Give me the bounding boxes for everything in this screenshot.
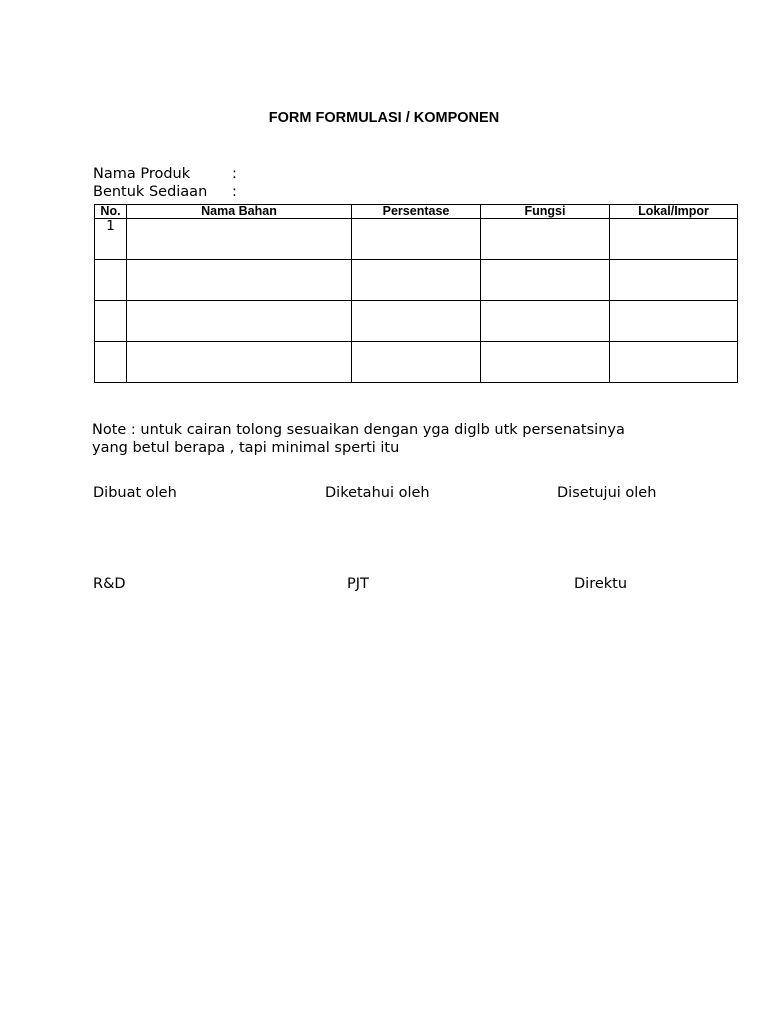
- field-label: Nama Produk: [93, 166, 191, 182]
- table-cell-lokal-impor[interactable]: [610, 342, 738, 383]
- signature-header-diketahui: Diketahui oleh: [325, 485, 430, 501]
- field-colon: :: [232, 184, 237, 200]
- column-header-nama-bahan: Nama Bahan: [127, 205, 352, 219]
- table-cell-persentase[interactable]: [352, 219, 481, 260]
- signature-name-pjt: PJT: [347, 576, 369, 592]
- table-cell-fungsi[interactable]: [481, 342, 610, 383]
- table-row: [95, 301, 738, 342]
- column-header-fungsi: Fungsi: [481, 205, 610, 219]
- table-header-row: [95, 205, 738, 219]
- table-cell-fungsi[interactable]: [481, 260, 610, 301]
- note-text: [92, 422, 625, 457]
- signature-name-rnd: R&D: [93, 576, 126, 592]
- signature-header-dibuat: Dibuat oleh: [93, 485, 177, 501]
- table-cell-nama-bahan[interactable]: [127, 342, 352, 383]
- table-cell-persentase[interactable]: [352, 260, 481, 301]
- formulation-table: [94, 204, 738, 383]
- table-cell-fungsi[interactable]: [481, 301, 610, 342]
- signature-name-direktu: Direktu: [574, 576, 628, 592]
- table-cell-persentase[interactable]: [352, 342, 481, 383]
- column-header-lokal-impor: Lokal/Impor: [610, 205, 738, 219]
- field-label: Bentuk Sediaan: [93, 184, 208, 200]
- form-title: FORM FORMULASI / KOMPONEN: [268, 110, 500, 126]
- table-cell-lokal-impor[interactable]: [610, 219, 738, 260]
- field-colon: :: [232, 166, 237, 182]
- table-cell-nama-bahan[interactable]: [127, 260, 352, 301]
- table-cell-lokal-impor[interactable]: [610, 260, 738, 301]
- field-nama-produk: [93, 166, 237, 182]
- signature-header-disetujui: Disetujui oleh: [557, 485, 657, 501]
- table-row: [95, 219, 738, 260]
- table-cell-no: 1: [95, 219, 127, 260]
- table-cell-nama-bahan[interactable]: [127, 301, 352, 342]
- table-row: [95, 342, 738, 383]
- table-cell-no: [95, 301, 127, 342]
- note-line-1: Note : untuk cairan tolong sesuaikan dengan yga diglb utk persenatsinya: [92, 422, 625, 438]
- table-cell-persentase[interactable]: [352, 301, 481, 342]
- note-line-2: yang betul berapa , tapi minimal sperti itu: [92, 439, 400, 456]
- table-cell-no: [95, 260, 127, 301]
- column-header-no: No.: [95, 205, 127, 219]
- field-bentuk-sediaan: [93, 184, 237, 200]
- table-cell-lokal-impor[interactable]: [610, 301, 738, 342]
- table-cell-no: [95, 342, 127, 383]
- table-cell-fungsi[interactable]: [481, 219, 610, 260]
- table-row: [95, 260, 738, 301]
- table-cell-nama-bahan[interactable]: [127, 219, 352, 260]
- column-header-persentase: Persentase: [352, 205, 481, 219]
